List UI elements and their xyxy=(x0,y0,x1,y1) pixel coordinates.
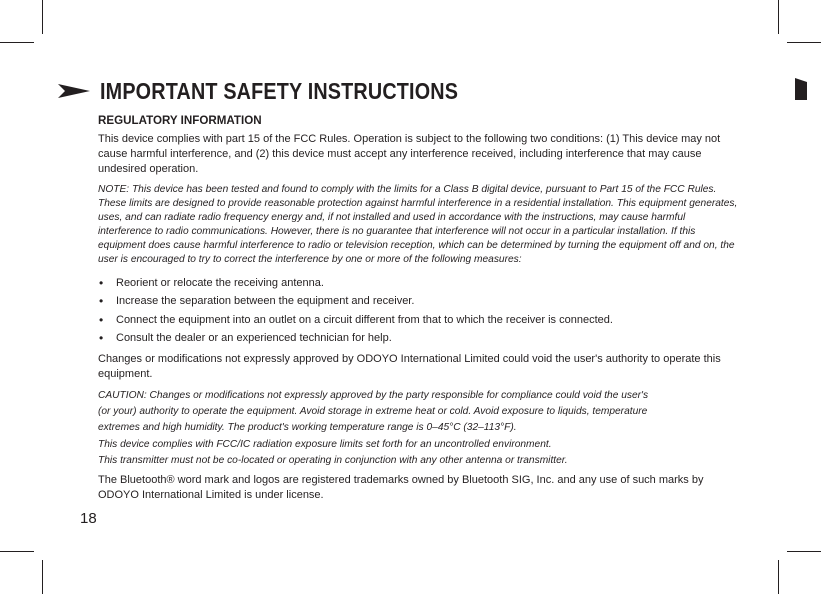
crop-mark-top-right-horizontal xyxy=(787,42,821,43)
measure-item: • Reorient or relocate the receiving antenna. xyxy=(98,274,740,293)
interference-measures-list xyxy=(98,274,740,348)
crop-mark-bottom-left-horizontal xyxy=(0,551,34,552)
modifications-paragraph: Changes or modifications not expressly approved by ODOYO International Limited could void the user's authority to operate this equipment. xyxy=(98,352,721,380)
page-number: 18 xyxy=(80,510,97,527)
crop-mark-top-left-vertical xyxy=(42,0,43,34)
caution-line: This device complies with FCC/IC radiation exposure limits set forth for an uncontrolled environment. xyxy=(98,438,552,450)
crop-mark-top-left-horizontal xyxy=(0,42,34,43)
caution-line: extremes and high humidity. The product's working temperature range is 0–45°C (32–113°F). xyxy=(98,422,517,434)
crop-mark-bottom-left-vertical xyxy=(42,560,43,594)
caution-line: CAUTION: Changes or modifications not expressly approved by the party responsible for compliance could void the user's xyxy=(98,389,649,401)
caution-line: (or your) authority to operate the equipment. Avoid storage in extreme heat or cold. Avoid exposure to liquids, temperature xyxy=(98,406,648,418)
fcc-note-paragraph: NOTE: This device has been tested and found to comply with the limits for a Class B digital device, pursuant to Part 15 of the FCC Rules. These limits are designed to provide reasonable protection against harmful interference in a residential installation. This equipment generates, uses, and can radiate radio frequency energy and, if not installed and used in accordance with the instructions, may cause harmful interference to radio communications. However, there is no guarantee that interference will not occur in a particular installation. If this equipment does cause harmful interference to radio or television reception, which can be determined by turning the equipment off and on, the user is encouraged to try to correct the interference by one or more of the following measures: xyxy=(98,184,738,266)
measure-item: • Increase the separation between the equipment and receiver. xyxy=(98,292,740,311)
regulatory-content xyxy=(98,114,740,509)
arrow-right-icon xyxy=(58,84,90,98)
fcc-compliance-paragraph: This device complies with part 15 of the FCC Rules. Operation is subject to the following two conditions: (1) This device may not cause harmful interference, and (2) this device must accept any interference received, including interference that may cause undesired operation. xyxy=(98,133,721,175)
crop-mark-bottom-right-vertical xyxy=(778,560,779,594)
section-title: IMPORTANT SAFETY INSTRUCTIONS xyxy=(100,78,459,104)
bluetooth-trademark-paragraph: The Bluetooth® word mark and logos are registered trademarks owned by Bluetooth SIG, Inc. and any use of such marks by ODOYO International Limited is under license. xyxy=(98,473,704,501)
crop-mark-bottom-right-horizontal xyxy=(787,551,821,552)
crop-mark-top-right-vertical xyxy=(778,0,779,34)
measure-item: • Connect the equipment into an outlet on a circuit different from that to which the receiver is connected. xyxy=(98,311,740,330)
regulatory-heading: REGULATORY INFORMATION xyxy=(98,114,262,127)
caution-block xyxy=(98,388,740,469)
page-tab-marker-icon xyxy=(795,78,807,100)
caution-line: This transmitter must not be co-located or operating in conjunction with any other antenna or transmitter. xyxy=(98,454,568,466)
measure-item: • Consult the dealer or an experienced technician for help. xyxy=(98,329,740,348)
